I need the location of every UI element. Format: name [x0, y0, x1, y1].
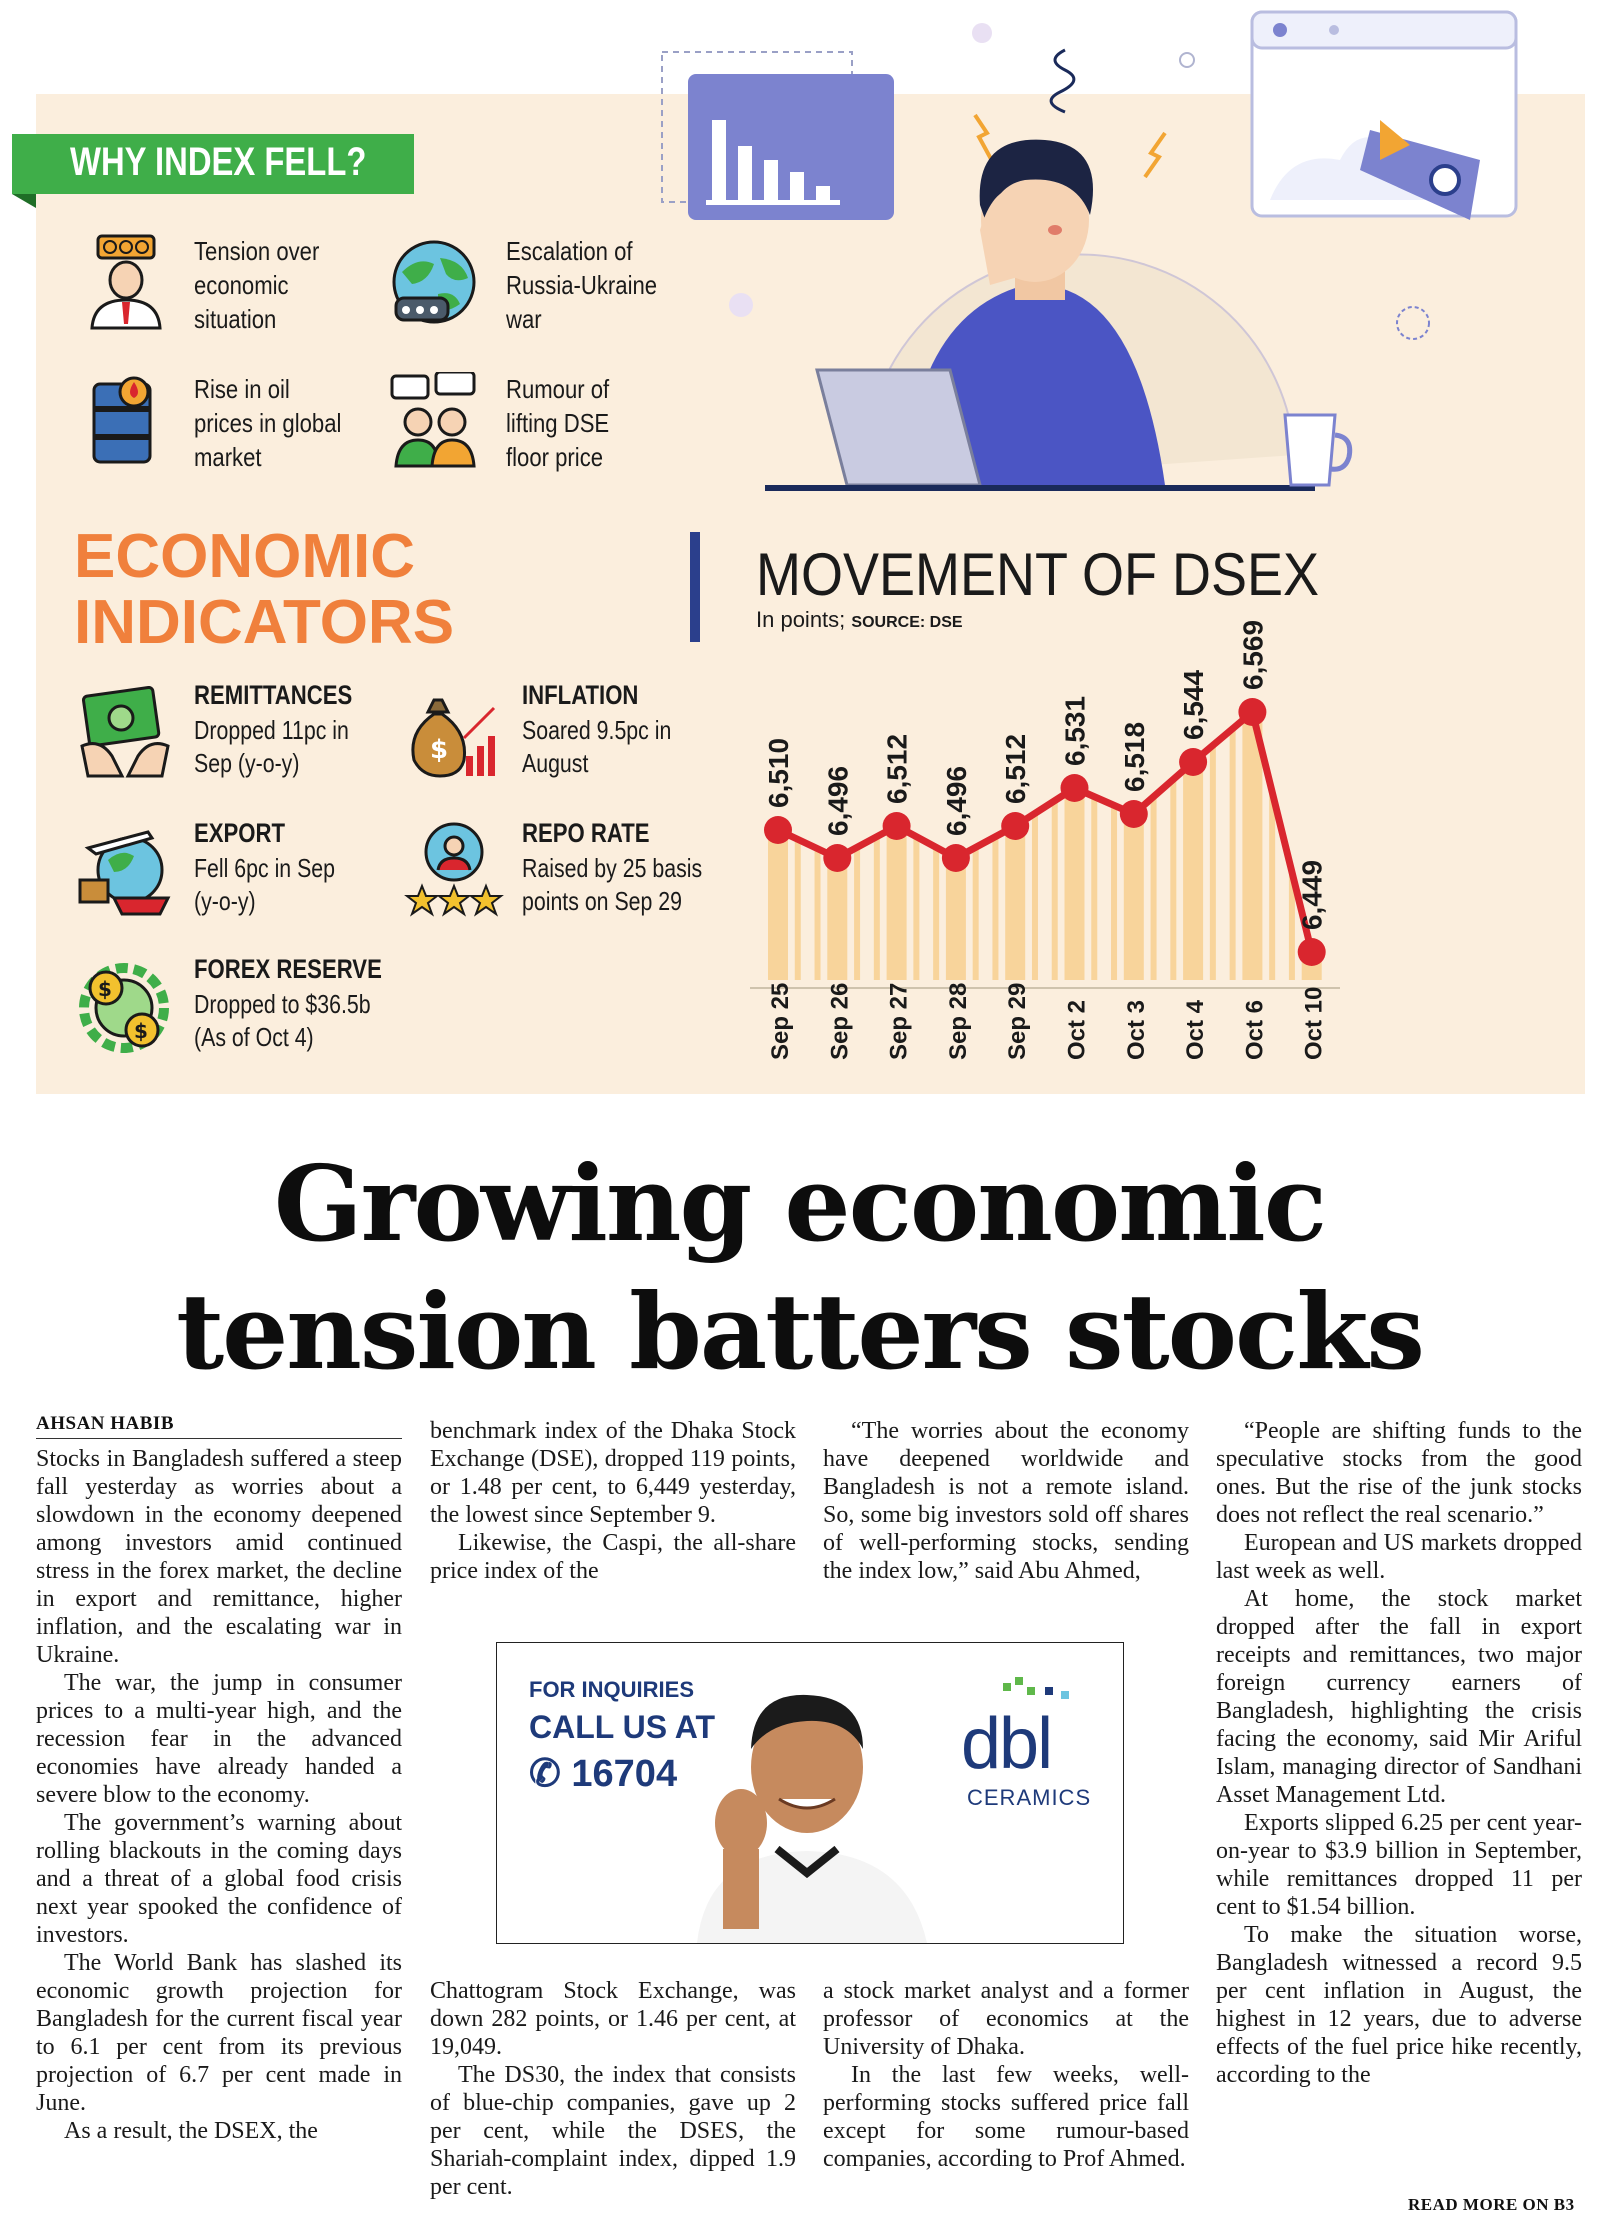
chart-tick-label: Sep 25 [767, 982, 794, 1060]
chart-bar [827, 858, 847, 980]
chart-point [1238, 698, 1266, 726]
banner-fold [12, 194, 36, 208]
indicator-text: Dropped 11pc in Sep (y-o-y) [194, 715, 349, 778]
rocket-window-illustration [1250, 10, 1520, 230]
paragraph: The war, the jump in consumer prices to a multi-year high, and the recession fear in the advanced economies have already handed a severe blow to the economy. [36, 1670, 402, 1808]
chart-point [942, 844, 970, 872]
ad-phone-number: 16704 [571, 1753, 678, 1795]
phone-icon: ✆ [529, 1753, 561, 1795]
ad-brand-subtitle: CERAMICS [967, 1785, 1092, 1810]
chart-tick-label: Oct 10 [1300, 986, 1328, 1060]
chart-bar-stripe [1032, 813, 1038, 980]
chart-data-label: 6,512 [1000, 733, 1032, 804]
economic-indicators-title: ECONOMIC INDICATORS [74, 522, 455, 657]
oil-barrel-icon [90, 372, 156, 466]
money-bag-chart-icon [404, 686, 500, 782]
chart-bar-stripe [815, 849, 821, 980]
chart-tick-label: Oct 3 [1122, 999, 1150, 1060]
reason-text: Tension over economic situation [194, 236, 320, 334]
indicator-text: Raised by 25 basis points on Sep 29 [522, 853, 703, 916]
chart-point [1061, 774, 1089, 802]
chart-bar [1124, 814, 1144, 980]
paragraph: “People are shifting funds to the speculative stocks from the good ones. But the rise of the junk stocks does not reflect the real scenario.” [1216, 1418, 1582, 1528]
chart-tick-label: Sep 29 [1004, 982, 1032, 1060]
people-talking-icon [388, 372, 484, 468]
paragraph: a stock market analyst and a former professor of economics at the University of Dhaka. [823, 1978, 1189, 2060]
person-stars-icon [404, 820, 504, 920]
chart-data-label: 6,512 [881, 733, 913, 804]
chart-data-label: 6,510 [763, 737, 794, 808]
chart-bar-stripe [854, 847, 860, 980]
paragraph: At home, the stock market dropped after the fall in export receipts and remittances, two major foreign currency earners of Bangladesh, highlighting the crisis facing the economy, said Mir Ariful Islam, managing director of Sandhani Asset Management Ltd. [1216, 1586, 1582, 1808]
indicator-text: Soared 9.5pc in August [522, 715, 672, 778]
chart-data-label: 6,544 [1178, 669, 1210, 740]
chart-bar-stripe [973, 847, 979, 980]
headline: Growing economic tension batters stocks [176, 1142, 1423, 1393]
why-index-fell-title: WHY INDEX FELL? [70, 140, 367, 184]
chart-tick-label: Sep 26 [826, 982, 854, 1060]
chart-point [883, 812, 911, 840]
paragraph: To make the situation worse, Bangladesh witnessed a record 9.5 per cent inflation in August, the highest in 12 years, due to adverse effects of the fuel price hike recently, according to the [1216, 1922, 1582, 2088]
chart-bar [1005, 826, 1025, 980]
byline: AHSAN HABIB [36, 1413, 174, 1434]
ad-model-photo [667, 1663, 967, 1943]
paragraph: Stocks in Bangladesh suffered a steep fall yesterday as worries about a slowdown in the economy deepened among investors amid continued stress in the forex market, the decline in export and remittance, higher inflation, and the escalating war in Ukraine. [36, 1446, 402, 1668]
svg-text:$: $ [134, 1019, 148, 1043]
chart-tick-label: Oct 4 [1182, 999, 1210, 1060]
indicator-text: Fell 6pc in Sep (y-o-y) [194, 853, 336, 916]
chart-data-label: 6,496 [940, 765, 972, 836]
paragraph: “The worries about the economy have deepened worldwide and Bangladesh is not a remote island. So, some big investors sold off shares of well-performing stocks, sending the index low,” said Abu Ahmed, [823, 1418, 1189, 1584]
chart-point [823, 844, 851, 872]
indicator-heading: INFLATION [522, 680, 639, 710]
chart-point [1001, 812, 1029, 840]
ad-phone[interactable] [529, 1751, 677, 1796]
chart-title-accent [690, 532, 700, 642]
chart-data-label: 6,569 [1237, 619, 1269, 690]
indicator-heading: EXPORT [194, 818, 286, 848]
article-column-4 [1216, 1417, 1582, 2089]
chart-bar-stripe [795, 839, 801, 980]
businessman-icon [86, 234, 166, 330]
paragraph: Likewise, the Caspi, the all-share price index of the [430, 1530, 796, 1584]
chart-bar-stripe [1210, 745, 1216, 980]
chart-tick-label: Oct 2 [1063, 999, 1091, 1060]
money-hands-icon [78, 686, 172, 780]
coins-gear-icon [76, 960, 172, 1056]
dsex-line-chart [740, 580, 1540, 1080]
paragraph: The government’s warning about rolling blackouts in the coming days and a threat of a global food crisis next year spooked the confidence of investors. [36, 1810, 402, 1948]
indicator-text: Dropped to $36.5b (As of Oct 4) [194, 989, 371, 1052]
globe-tank-icon [388, 238, 484, 330]
chart-bar-stripe [1052, 801, 1058, 980]
paragraph: The World Bank has slashed its economic growth projection for Bangladesh for the current fiscal year to 6.1 per cent from its previous projection of 6.7 per cent made in June. [36, 1950, 402, 2116]
chart-data-label: 6,449 [1296, 859, 1328, 930]
chart-tick-label: Sep 28 [944, 982, 972, 1060]
svg-text:$: $ [430, 735, 449, 765]
chart-bar [1183, 762, 1203, 980]
chart-source: SOURCE: DSE [851, 614, 963, 631]
byline-rule [36, 1438, 402, 1439]
chart-point [1298, 938, 1326, 966]
article-column-3-top [823, 1417, 1189, 1585]
chart-unit: In points; [756, 607, 846, 632]
chart-point [1120, 800, 1148, 828]
chart-data-label: 6,531 [1059, 695, 1091, 766]
paragraph: European and US markets dropped last week as well. [1216, 1530, 1582, 1584]
indicator-heading: FOREX RESERVE [194, 954, 382, 984]
chart-bar-stripe [1091, 797, 1097, 980]
paragraph: As a result, the DSEX, the [64, 2118, 318, 2144]
paragraph: The DS30, the index that consists of blue-chip companies, gave up 2 per cent, while the DSES, the Shariah-complaint index, dipped 1.9 per cent. [430, 2062, 796, 2200]
paragraph: In the last few weeks, well-performing stocks suffered price fall except for some rumour-based companies, according to Prof Ahmed. [823, 2062, 1189, 2172]
dbl-ceramics-ad[interactable] [496, 1642, 1124, 1944]
reason-text: Rumour of lifting DSE floor price [506, 374, 610, 472]
paragraph: Chattogram Stock Exchange, was down 282 points, or 1.46 per cent, at 19,049. [430, 1978, 796, 2060]
chart-bar-stripe [1269, 792, 1275, 980]
shipping-globe-icon [78, 824, 174, 920]
article-column-1 [36, 1445, 402, 2145]
chart-bar-stripe [1151, 797, 1157, 980]
article-column-3-bottom [823, 1977, 1189, 2173]
reason-text: Rise in oil prices in global market [194, 374, 342, 472]
chart-bar [1065, 788, 1085, 980]
chart-bar-stripe [913, 837, 919, 980]
ad-inquiries-text: FOR INQUIRIES [529, 1677, 695, 1702]
chart-bar-stripe [874, 837, 880, 980]
chart-bar [887, 826, 907, 980]
indicator-heading: REPO RATE [522, 818, 650, 848]
chart-bar-stripe [933, 847, 939, 980]
article-column-2-top [430, 1417, 796, 1585]
ad-call-text: CALL US AT [529, 1709, 716, 1745]
chart-tick-label: Oct 6 [1241, 999, 1269, 1060]
chart-bar [946, 858, 966, 980]
chart-title: MOVEMENT OF DSEX [756, 541, 1320, 608]
chart-point [764, 816, 792, 844]
chart-bar-stripe [992, 837, 998, 980]
chart-bar [768, 830, 788, 980]
chart-bar-stripe [1111, 805, 1117, 980]
chart-bar-stripe [1230, 729, 1236, 980]
chart-point [1179, 748, 1207, 776]
chart-bar-stripe [1170, 779, 1176, 980]
ad-brand-logo: dbl [961, 1704, 1052, 1784]
reason-text: Escalation of Russia-Ukraine war [506, 236, 658, 334]
chart-data-label: 6,496 [822, 765, 854, 836]
paragraph: benchmark index of the Dhaka Stock Exchange (DSE), dropped 119 points, or 1.48 per cent, to 6,449 yesterday, the lowest since September 9. [430, 1418, 796, 1528]
article-column-2-bottom [430, 1977, 796, 2201]
chart-data-label: 6,518 [1118, 721, 1150, 792]
svg-text:$: $ [98, 977, 112, 1001]
indicator-heading: REMITTANCES [194, 680, 353, 710]
read-more-link[interactable]: READ MORE ON B3 [1408, 2195, 1575, 2214]
chart-tick-label: Sep 27 [885, 982, 913, 1060]
paragraph: Exports slipped 6.25 per cent year-on-year to $3.9 billion in September, while remittances dropped 11 per cent to $1.54 billion. [1216, 1810, 1582, 1920]
